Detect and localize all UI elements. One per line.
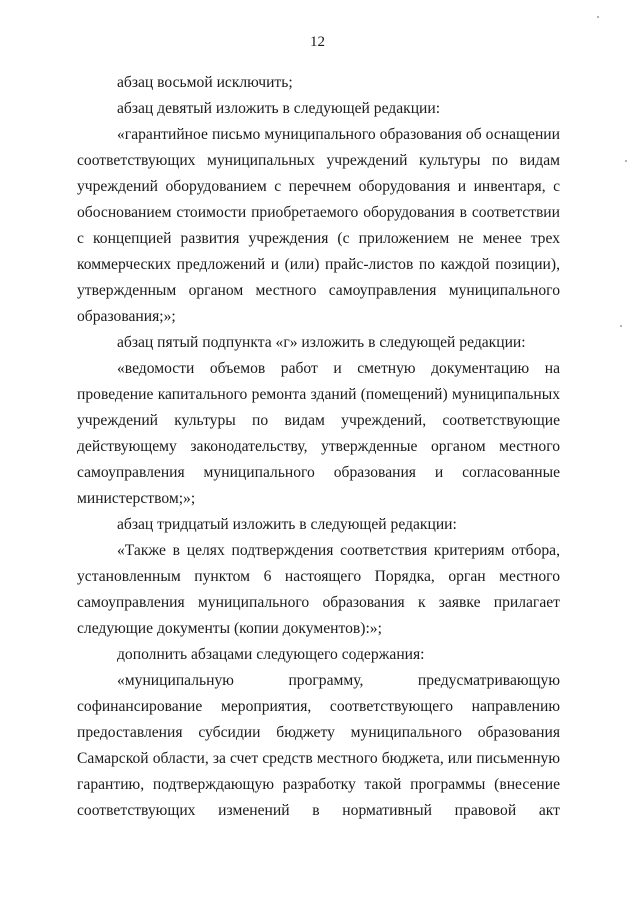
scan-speck-right-lower	[620, 325, 622, 327]
scan-speck-top-right	[597, 16, 599, 18]
paragraph-7: «Также в целях подтверждения соответствия критериям отбора, установленным пунктом 6 настоящего Порядка, орган местного самоуправления муниципального образования к заявке прилагает следующие документы (копии документов):»;	[77, 542, 560, 637]
document-body	[77, 70, 560, 824]
paragraph-6: абзац тридцатый изложить в следующей редакции:	[117, 516, 457, 533]
paragraph-9: «муниципальную программу, предусматривающую софинансирование мероприятия, соответствующего направлению предоставления субсидии бюджету муниципального образования Самарской области, за счет средств местного бюджета, или письменную гарантию, подтверждающую разработку такой программы (внесение соответствующих изменений в нормативный правовой акт	[77, 672, 560, 819]
paragraph-1: абзац восьмой исключить;	[117, 74, 293, 91]
page-number: 12	[310, 34, 325, 50]
paragraph-8: дополнить абзацами следующего содержания:	[117, 646, 425, 663]
scan-speck-right	[625, 160, 627, 162]
paragraph-4: абзац пятый подпункта «г» изложить в следующей редакции:	[117, 334, 526, 351]
paragraph-3: «гарантийное письмо муниципального образования об оснащении соответствующих муниципальных учреждений культуры по видам учреждений оборудованием с перечнем оборудования и инвентаря, с обоснованием стоимости приобретаемого оборудования в соответствии с концепцией развития учреждения (с приложением не менее трех коммерческих предложений и (или) прайс-листов по каждой позиции), утвержденным органом местного самоуправления муниципального образования;»;	[77, 126, 560, 325]
paragraph-2: абзац девятый изложить в следующей редакции:	[117, 100, 441, 117]
paragraph-5: «ведомости объемов работ и сметную документацию на проведение капитального ремонта зданий (помещений) муниципальных учреждений культуры по видам учреждений, соответствующие действующему законодательству, утвержденные органом местного самоуправления муниципального образования и согласованные министерством;»;	[77, 360, 560, 507]
